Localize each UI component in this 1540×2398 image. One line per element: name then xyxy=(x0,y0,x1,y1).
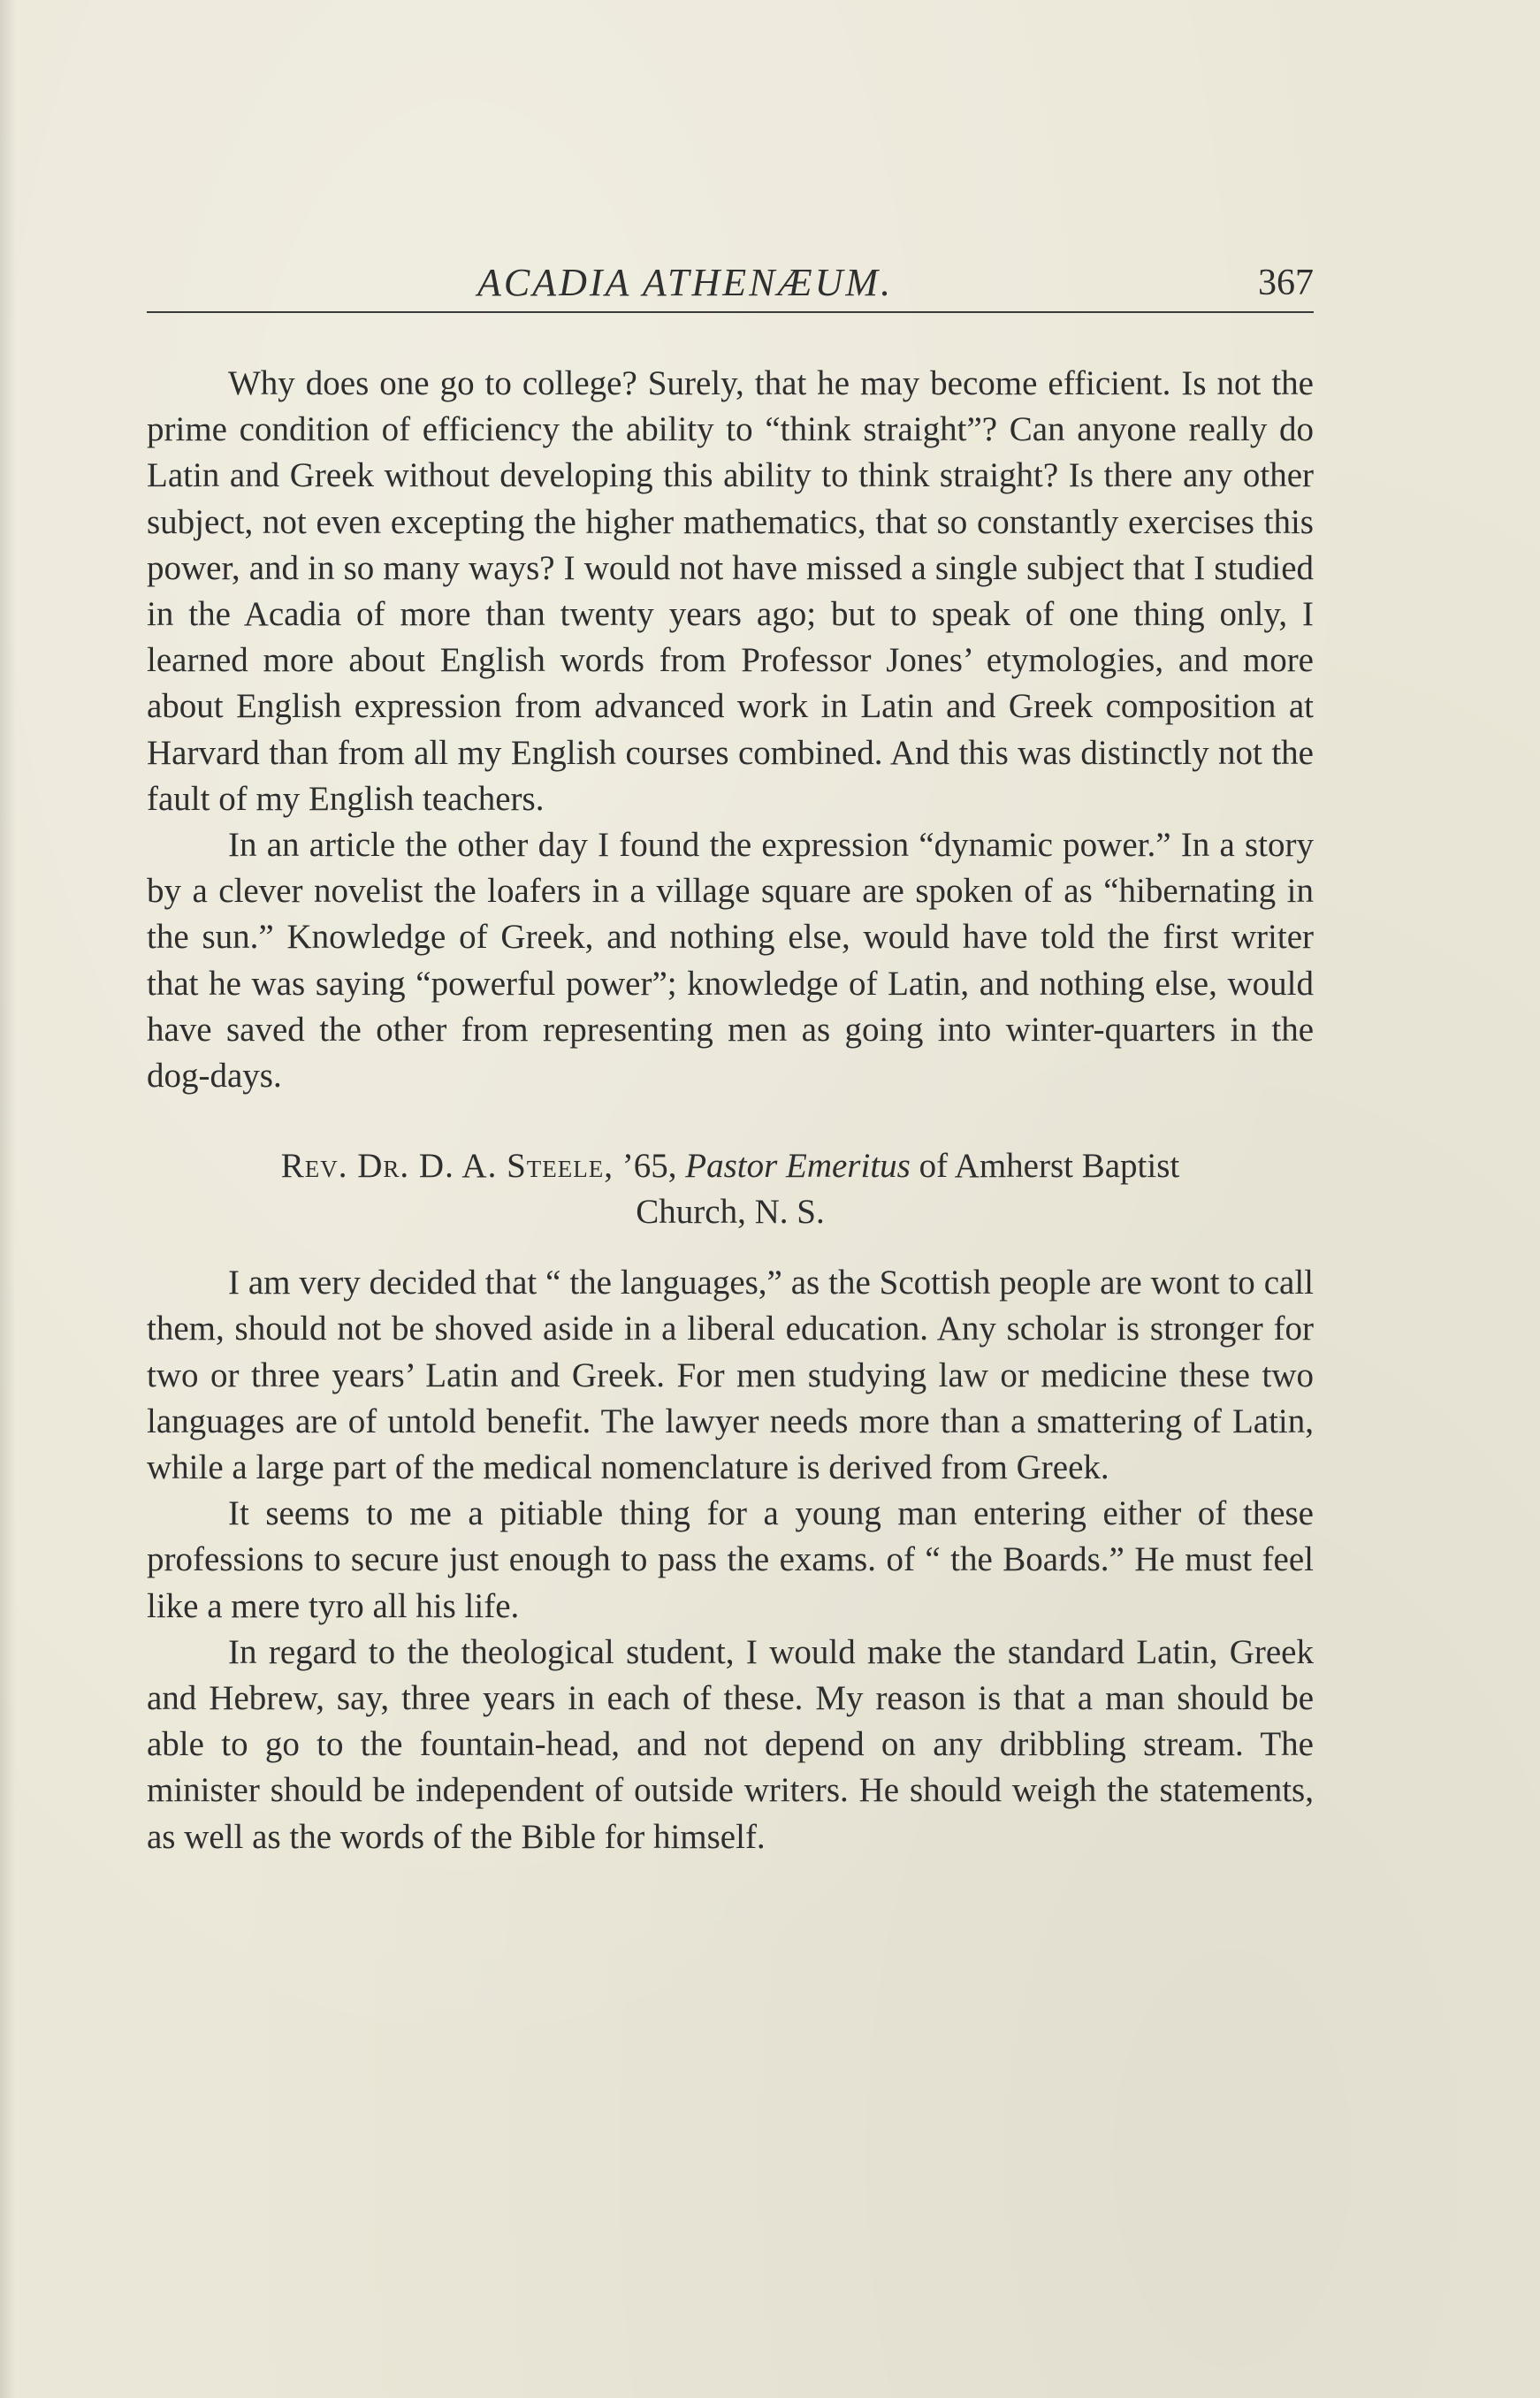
section-gap xyxy=(147,1235,1314,1260)
paragraph-professions: It seems to me a pitiable thing for a young man entering either of these professions to secure just enough to pass the exams. of “ the Boards.” He must feel like a mere tyro all his life. xyxy=(147,1494,1314,1625)
attribution-line-2: Church, N. S. xyxy=(636,1193,825,1232)
section-gap xyxy=(147,1099,1314,1143)
paragraph-dynamic-power: In an article the other day I found the expression “dynamic power.” In a story by a clever novelist the loafers in a village square are spoken of as “hibernating in the sun.” Knowledge of Greek, and nothing else, would have told the first writer that he was saying “powerful power”; knowledge of Latin, and nothing else, would have saved the other from representing men as going into winter-quarters in the dog-days. xyxy=(147,826,1314,1096)
contributor-title: Pastor Emeritus xyxy=(685,1147,911,1186)
contributor-name: Rev. Dr. D. A. Steele, xyxy=(280,1147,614,1186)
class-year: ’65, xyxy=(614,1147,686,1186)
page-left-edge-shadow xyxy=(0,0,16,2398)
running-head: ACADIA ATHENÆUM. xyxy=(477,261,894,304)
page-content xyxy=(147,361,1314,1860)
paragraph-languages: I am very decided that “ the languages,” as the Scottish people are wont to call them, should not be shoved aside in a liberal education. Any scholar is stronger for two or three years’ Latin and Greek. For men studying law or medicine these two languages are of untold benefit. The lawyer needs more than a smattering of Latin, while a large part of the medical nomenclature is derived from Greek. xyxy=(147,1264,1314,1487)
page-header xyxy=(147,256,1314,313)
attribution-line-1 xyxy=(147,1143,1314,1189)
page-number: 367 xyxy=(1258,263,1314,303)
attribution-block xyxy=(147,1143,1314,1235)
contributor-affiliation: of Amherst Baptist xyxy=(910,1147,1180,1186)
paragraph-theological-student: In regard to the theological student, I would make the standard Latin, Greek and Hebrew, say, three years in each of these. My reason is that a man should be able to go to the fountain-head, and not depend on any dribbling stream. The minister should be independent of outside writers. He should weigh the statements, as well as the words of the Bible for himself. xyxy=(147,1632,1314,1856)
paragraph-why-college: Why does one go to college? Surely, that he may become efficient. Is not the prime condition of efficiency the ability to “think straight”? Can anyone really do Latin and Greek without developing this ability to think straight? Is there any other subject, not even excepting the higher mathematics, that so constantly exercises this power, and in so many ways? I would not have missed a single subject that I studied in the Acadia of more than twenty years ago; but to speak of one thing only, I learned more about English words from Professor Jones’ etymologies, and more about English expression from advanced work in Latin and Greek composition at Harvard than from all my English courses combined. And this was distinctly not the fault of my English teachers. xyxy=(147,364,1314,818)
